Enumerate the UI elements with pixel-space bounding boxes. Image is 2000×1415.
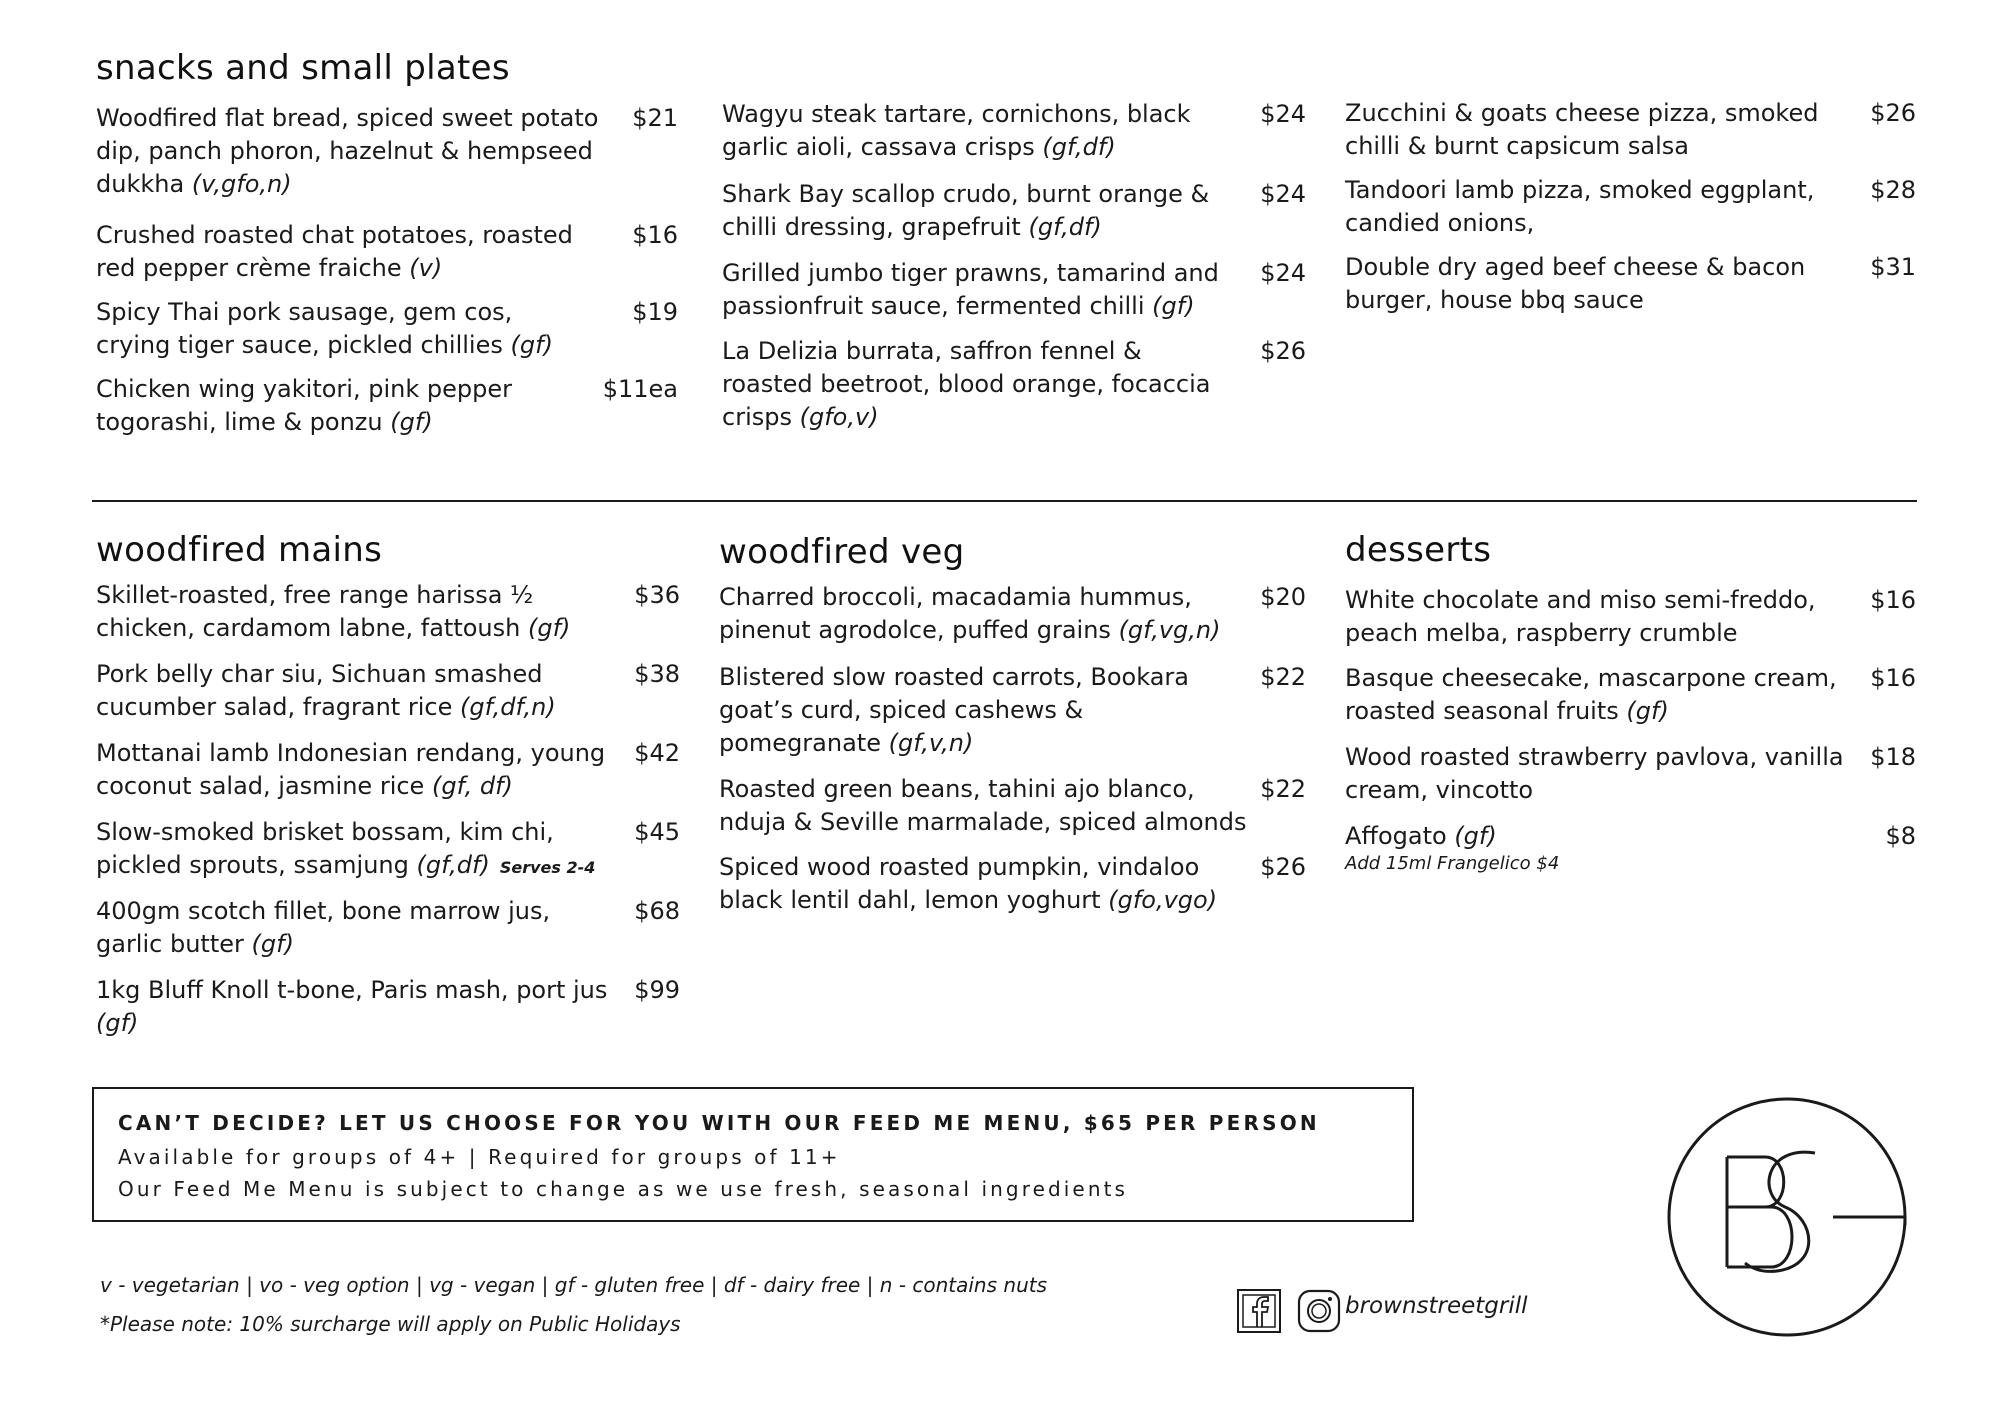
menu-item-burrata: La Delizia burrata, saffron fennel & roasted beetroot, blood orange, focaccia crisps (gfo,v) <box>722 337 1211 431</box>
item-price: $20 <box>1260 583 1306 611</box>
menu-item-scallop-crudo: Shark Bay scallop crudo, burnt orange & chilli dressing, grapefruit (gf,df) <box>722 180 1210 241</box>
item-price: $68 <box>634 897 680 925</box>
menu-item-tandoori-pizza: Tandoori lamb pizza, smoked eggplant, candied onions, <box>1345 176 1815 237</box>
brand-logo <box>1665 1095 1910 1340</box>
item-price: $8 <box>1885 822 1916 850</box>
item-price: $24 <box>1260 259 1306 287</box>
section-divider <box>92 500 1917 502</box>
item-price: $42 <box>634 739 680 767</box>
feed-me-groups: Available for groups of 4+ | Required for groups of 11+ <box>118 1145 841 1169</box>
item-price: $24 <box>1260 180 1306 208</box>
facebook-icon[interactable] <box>1236 1288 1282 1338</box>
item-price: $26 <box>1870 99 1916 127</box>
item-price: $22 <box>1260 663 1306 691</box>
section-title-snacks: snacks and small plates <box>96 48 510 88</box>
item-price: $38 <box>634 660 680 688</box>
menu-item-brisket: Slow-smoked brisket bossam, kim chi, pickled sprouts, ssamjung (gf,df) Serves 2-4 <box>96 818 596 879</box>
menu-item-tiger-prawns: Grilled jumbo tiger prawns, tamarind and passionfruit sauce, fermented chilli (gf) <box>722 259 1219 320</box>
item-price: $16 <box>1870 586 1916 614</box>
item-price: $26 <box>1260 853 1306 881</box>
item-price: $36 <box>634 581 680 609</box>
menu-item-t-bone: 1kg Bluff Knoll t-bone, Paris mash, port jus (gf) <box>96 976 608 1037</box>
dietary-legend: v - vegetarian | vo - veg option | vg - vegan | gf - gluten free | df - dairy free | n - contains nuts <box>100 1273 1048 1297</box>
item-price: $24 <box>1260 100 1306 128</box>
menu-item-pork-belly: Pork belly char siu, Sichuan smashed cucumber salad, fragrant rice (gf,df,n) <box>96 660 556 721</box>
menu-item-pumpkin: Spiced wood roasted pumpkin, vindaloo black lentil dahl, lemon yoghurt (gfo,vgo) <box>719 853 1218 914</box>
menu-item-pavlova: Wood roasted strawberry pavlova, vanilla cream, vincotto <box>1345 743 1844 804</box>
section-title-mains: woodfired mains <box>96 530 383 570</box>
item-price: $26 <box>1260 337 1306 365</box>
menu-item-lamb-rendang: Mottanai lamb Indonesian rendang, young coconut salad, jasmine rice (gf, df) <box>96 739 606 800</box>
feed-me-box <box>92 1087 1414 1222</box>
section-title-veg: woodfired veg <box>719 532 965 572</box>
menu-item-cheesecake: Basque cheesecake, mascarpone cream, roasted seasonal fruits (gf) <box>1345 664 1837 725</box>
section-title-desserts: desserts <box>1345 530 1492 570</box>
menu-item-wagyu-tartare: Wagyu steak tartare, cornichons, black garlic aioli, cassava crisps (gf,df) <box>722 100 1191 161</box>
feed-me-heading: CAN’T DECIDE? LET US CHOOSE FOR YOU WITH OUR FEED ME MENU, $65 PER PERSON <box>118 1111 1320 1135</box>
item-price: $11ea <box>602 375 678 403</box>
item-price: $16 <box>632 221 678 249</box>
menu-item-chat-potatoes: Crushed roasted chat potatoes, roasted red pepper crème fraiche (v) <box>96 221 573 282</box>
item-price: $99 <box>634 976 680 1004</box>
menu-item-carrots: Blistered slow roasted carrots, Bookara goat’s curd, spiced cashews & pomegranate (gf,v,n) <box>719 663 1189 757</box>
social-handle[interactable]: brownstreetgrill <box>1345 1293 1528 1319</box>
item-price: $31 <box>1870 253 1916 281</box>
menu-item-chicken: Skillet-roasted, free range harissa ½ chicken, cardamom labne, fattoush (gf) <box>96 581 571 642</box>
menu-item-flatbread: Woodfired flat bread, spiced sweet potato dip, panch phoron, hazelnut & hempseed dukkha (v,gfo,n) <box>96 104 599 198</box>
menu-item-affogato: Affogato (gf) Add 15ml Frangelico $4 <box>1345 820 1825 875</box>
menu-item-pork-sausage: Spicy Thai pork sausage, gem cos, crying tiger sauce, pickled chillies (gf) <box>96 298 553 359</box>
item-price: $28 <box>1870 176 1916 204</box>
menu-item-zucchini-pizza: Zucchini & goats cheese pizza, smoked chilli & burnt capsicum salsa <box>1345 99 1819 160</box>
menu-item-burger: Double dry aged beef cheese & bacon burger, house bbq sauce <box>1345 253 1806 314</box>
item-price: $21 <box>632 104 678 132</box>
serves-note: Serves 2-4 <box>499 858 596 877</box>
item-price: $16 <box>1870 664 1916 692</box>
menu-item-scotch-fillet: 400gm scotch fillet, bone marrow jus, garlic butter (gf) <box>96 897 551 958</box>
menu-item-broccoli: Charred broccoli, macadamia hummus, pinenut agrodolce, puffed grains (gf,vg,n) <box>719 583 1221 644</box>
item-price: $18 <box>1870 743 1916 771</box>
surcharge-note: *Please note: 10% surcharge will apply on Public Holidays <box>100 1312 681 1336</box>
instagram-icon[interactable] <box>1296 1288 1342 1338</box>
item-price: $22 <box>1260 775 1306 803</box>
menu-item-wing-yakitori: Chicken wing yakitori, pink pepper togorashi, lime & ponzu (gf) <box>96 375 512 436</box>
item-price: $45 <box>634 818 680 846</box>
item-price: $19 <box>632 298 678 326</box>
menu-item-semifreddo: White chocolate and miso semi-freddo, peach melba, raspberry crumble <box>1345 586 1816 647</box>
menu-item-green-beans: Roasted green beans, tahini ajo blanco, nduja & Seville marmalade, spiced almonds <box>719 775 1247 836</box>
feed-me-note: Our Feed Me Menu is subject to change as we use fresh, seasonal ingredients <box>118 1177 1129 1201</box>
affogato-addon: Add 15ml Frangelico $4 <box>1345 853 1560 874</box>
